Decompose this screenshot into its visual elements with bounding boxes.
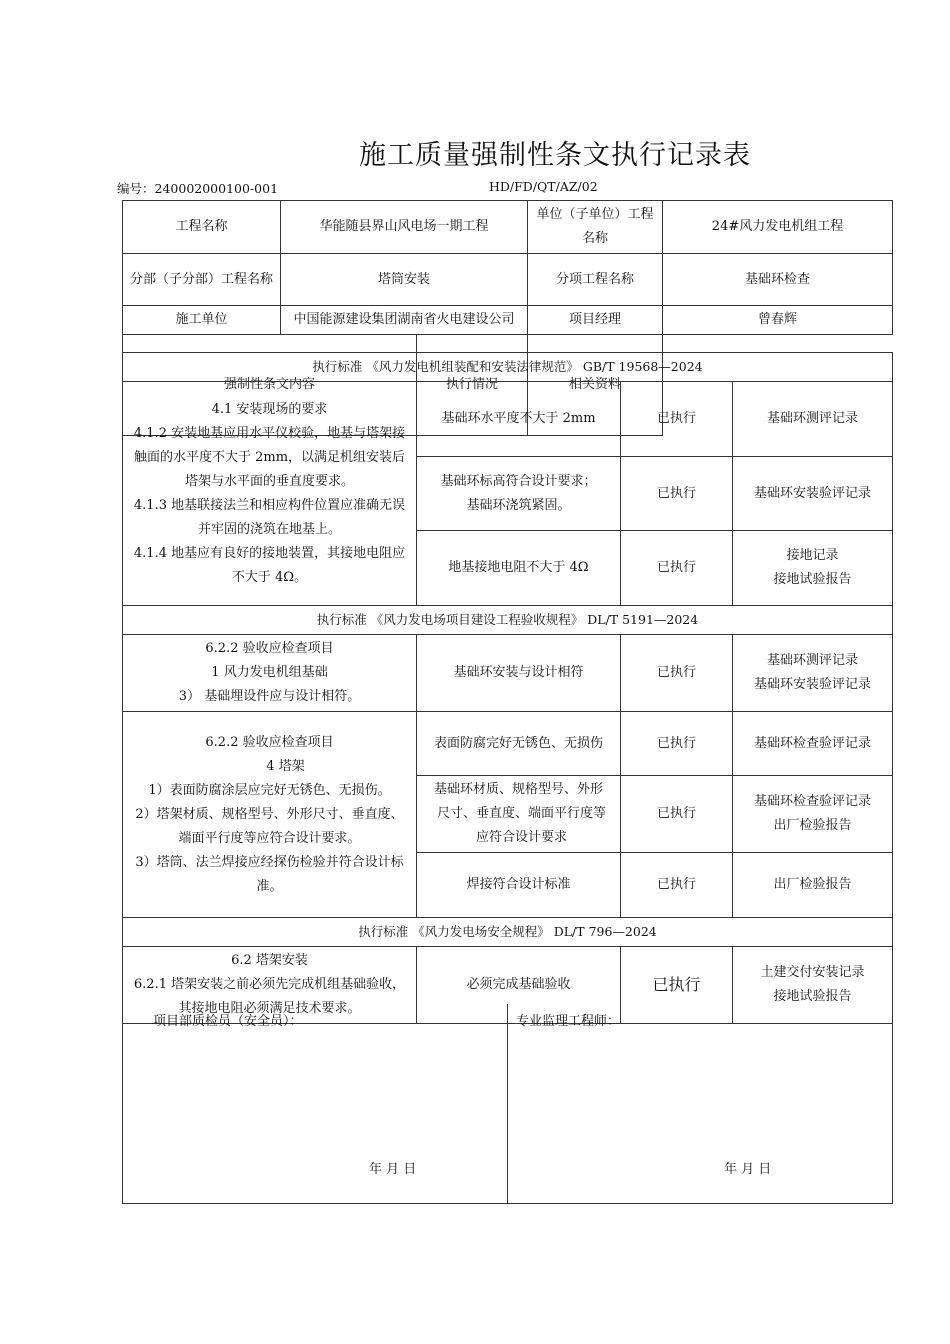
doc-line: 基础环测评记录 (767, 653, 859, 668)
document-code: HD/FD/QT/AZ/02 (489, 179, 598, 194)
contractor-value: 中国能源建设集团湖南省火电建设公司 (281, 306, 528, 335)
element-line: 基础环标高符合设计要求； (440, 473, 597, 489)
header-row-division (123, 254, 893, 306)
unit-project: 24#风力发电机组工程 (663, 201, 893, 254)
clause-table (122, 352, 893, 1024)
column-header-clause: 强制性条文内容 (123, 335, 417, 436)
standard-row-1 (123, 353, 893, 382)
supervisor-signoff-cell (508, 1004, 893, 1204)
doc-line: 出厂检验报告 (773, 818, 852, 833)
clause-line: 4.1.4 地基应有良好的接地装置，其接地电阻应不大于 4Ω。 (133, 545, 406, 585)
execution-element (417, 776, 621, 853)
sub-item-value: 基础环检查 (663, 254, 893, 306)
related-docs (733, 635, 893, 712)
unit-project-label: 单位（子单位）工程名称 (528, 201, 663, 254)
clause-line: 6.2.2 验收应检查项目 (205, 641, 334, 656)
execution-element: 焊接符合设计标准 (417, 853, 621, 918)
execution-status: 已执行 (621, 853, 733, 918)
execution-element: 必须完成基础验收 (417, 947, 621, 1024)
project-name-label: 工程名称 (123, 201, 281, 254)
standard-row-3 (123, 918, 893, 947)
serial-value: 240002000100-001 (154, 181, 279, 196)
related-docs: 出厂检验报告 (733, 853, 893, 918)
clause-line: 6.2 塔架安装 (231, 953, 308, 968)
doc-line: 土建交付安装记录 (760, 965, 865, 980)
qc-signoff-cell (123, 1004, 508, 1204)
clause-line: 3）塔筒、法兰焊接应经探伤检验并符合设计标准。 (135, 854, 404, 894)
element-line: 基础环浇筑紧固。 (466, 497, 571, 513)
section1-clause (123, 382, 417, 606)
related-docs: 基础环安装验评记录 (733, 457, 893, 531)
related-docs (733, 776, 893, 853)
contractor-label: 施工单位 (123, 306, 281, 335)
standard-row-2 (123, 606, 893, 635)
section1-row-1 (123, 382, 893, 457)
manager-label: 项目经理 (528, 306, 663, 335)
execution-element: 基础环水平度不大于 2mm (417, 382, 621, 457)
execution-status: 已执行 (621, 531, 733, 606)
supervisor-date: 年 月 日 (724, 1162, 772, 1177)
clause-line: 6.2.1 塔架安装之前必须先完成机组基础验收，其接地电阻必须满足技术要求。 (133, 977, 406, 1016)
execution-element (417, 457, 621, 531)
signoff-table (122, 1004, 893, 1204)
execution-element: 基础环安装与设计相符 (417, 635, 621, 712)
clause-line: 1）表面防腐涂层应完好无锈色、无损伤。 (148, 782, 391, 798)
doc-line: 基础环检查验评记录 (754, 794, 872, 809)
header-row-contractor (123, 306, 893, 335)
execution-element: 地基接地电阻不大于 4Ω (417, 531, 621, 606)
clause-line: 6.2.2 验收应检查项目 (205, 734, 334, 750)
related-docs (733, 531, 893, 606)
related-docs: 基础环测评记录 (733, 382, 893, 457)
execution-status: 已执行 (621, 635, 733, 712)
clause-line: 4 塔架 (266, 758, 305, 774)
section2b-clause (123, 712, 417, 918)
clause-line: 4.1.3 地基联接法兰和相应构件位置应准确无误并牢固的浇筑在地基上。 (133, 497, 406, 537)
supervisor-label: 专业监理工程师： (516, 1014, 621, 1029)
doc-line: 基础环安装验评记录 (754, 677, 872, 692)
doc-line: 接地试验报告 (773, 989, 852, 1004)
section2b-row-1 (123, 712, 893, 776)
serial-number (117, 179, 278, 197)
section2a-row (123, 635, 893, 712)
execution-status: 已执行 (621, 947, 733, 1024)
project-name: 华能随县界山风电场一期工程 (281, 201, 528, 254)
clause-line: 4.1 安装现场的要求 (211, 401, 328, 417)
clause-line: 3） 基础埋设件应与设计相符。 (178, 689, 361, 704)
division-value: 塔筒安装 (281, 254, 528, 306)
section2a-clause (123, 635, 417, 712)
clause-line: 2）塔架材质、规格型号、外形尺寸、垂直度、端面平行度等应符合设计要求。 (135, 806, 404, 846)
standard-3: 执行标准 《风力发电场安全规程》 DL/T 796—2024 (123, 918, 893, 947)
execution-status: 已执行 (621, 382, 733, 457)
related-docs: 基础环检查验评记录 (733, 712, 893, 776)
doc-line: 接地试验报告 (773, 572, 852, 587)
doc-line: 接地记录 (786, 548, 839, 563)
element-line: 基础环材质、规格型号、外形 (433, 782, 603, 797)
header-row-project (123, 201, 893, 254)
column-header-docs: 相关资料 (528, 335, 663, 436)
element-line: 尺寸、垂直度、端面平行度等 (436, 806, 606, 821)
column-header-status: 执行情况 (417, 335, 528, 436)
standard-2: 执行标准 《风力发电场项目建设工程验收规程》 DL/T 5191—2024 (123, 606, 893, 635)
execution-element: 表面防腐完好无锈色、无损伤 (417, 712, 621, 776)
clause-line: 4.1.2 安装地基应用水平仪校验，地基与塔架接触面的水平度不大于 2mm，以满足机组安装后塔架与水平面的垂直度要求。 (133, 425, 406, 489)
standard-1: 执行标准 《风力发电机组装配和安装法律规范》 GB/T 19568—2024 (123, 353, 893, 382)
manager-value: 曾春辉 (663, 306, 893, 335)
execution-status: 已执行 (621, 457, 733, 531)
qc-label: 项目部质检员（安全员）： (153, 1014, 303, 1029)
qc-date: 年 月 日 (369, 1162, 417, 1177)
serial-label: 编号： (117, 181, 155, 196)
sub-item-label: 分项工程名称 (528, 254, 663, 306)
execution-status: 已执行 (621, 712, 733, 776)
division-label: 分部（子分部）工程名称 (123, 254, 281, 306)
element-line: 应符合设计要求 (475, 830, 567, 845)
execution-status: 已执行 (621, 776, 733, 853)
clause-line: 1 风力发电机组基础 (211, 665, 328, 680)
document-title: 施工质量强制性条文执行记录表 (359, 140, 751, 171)
